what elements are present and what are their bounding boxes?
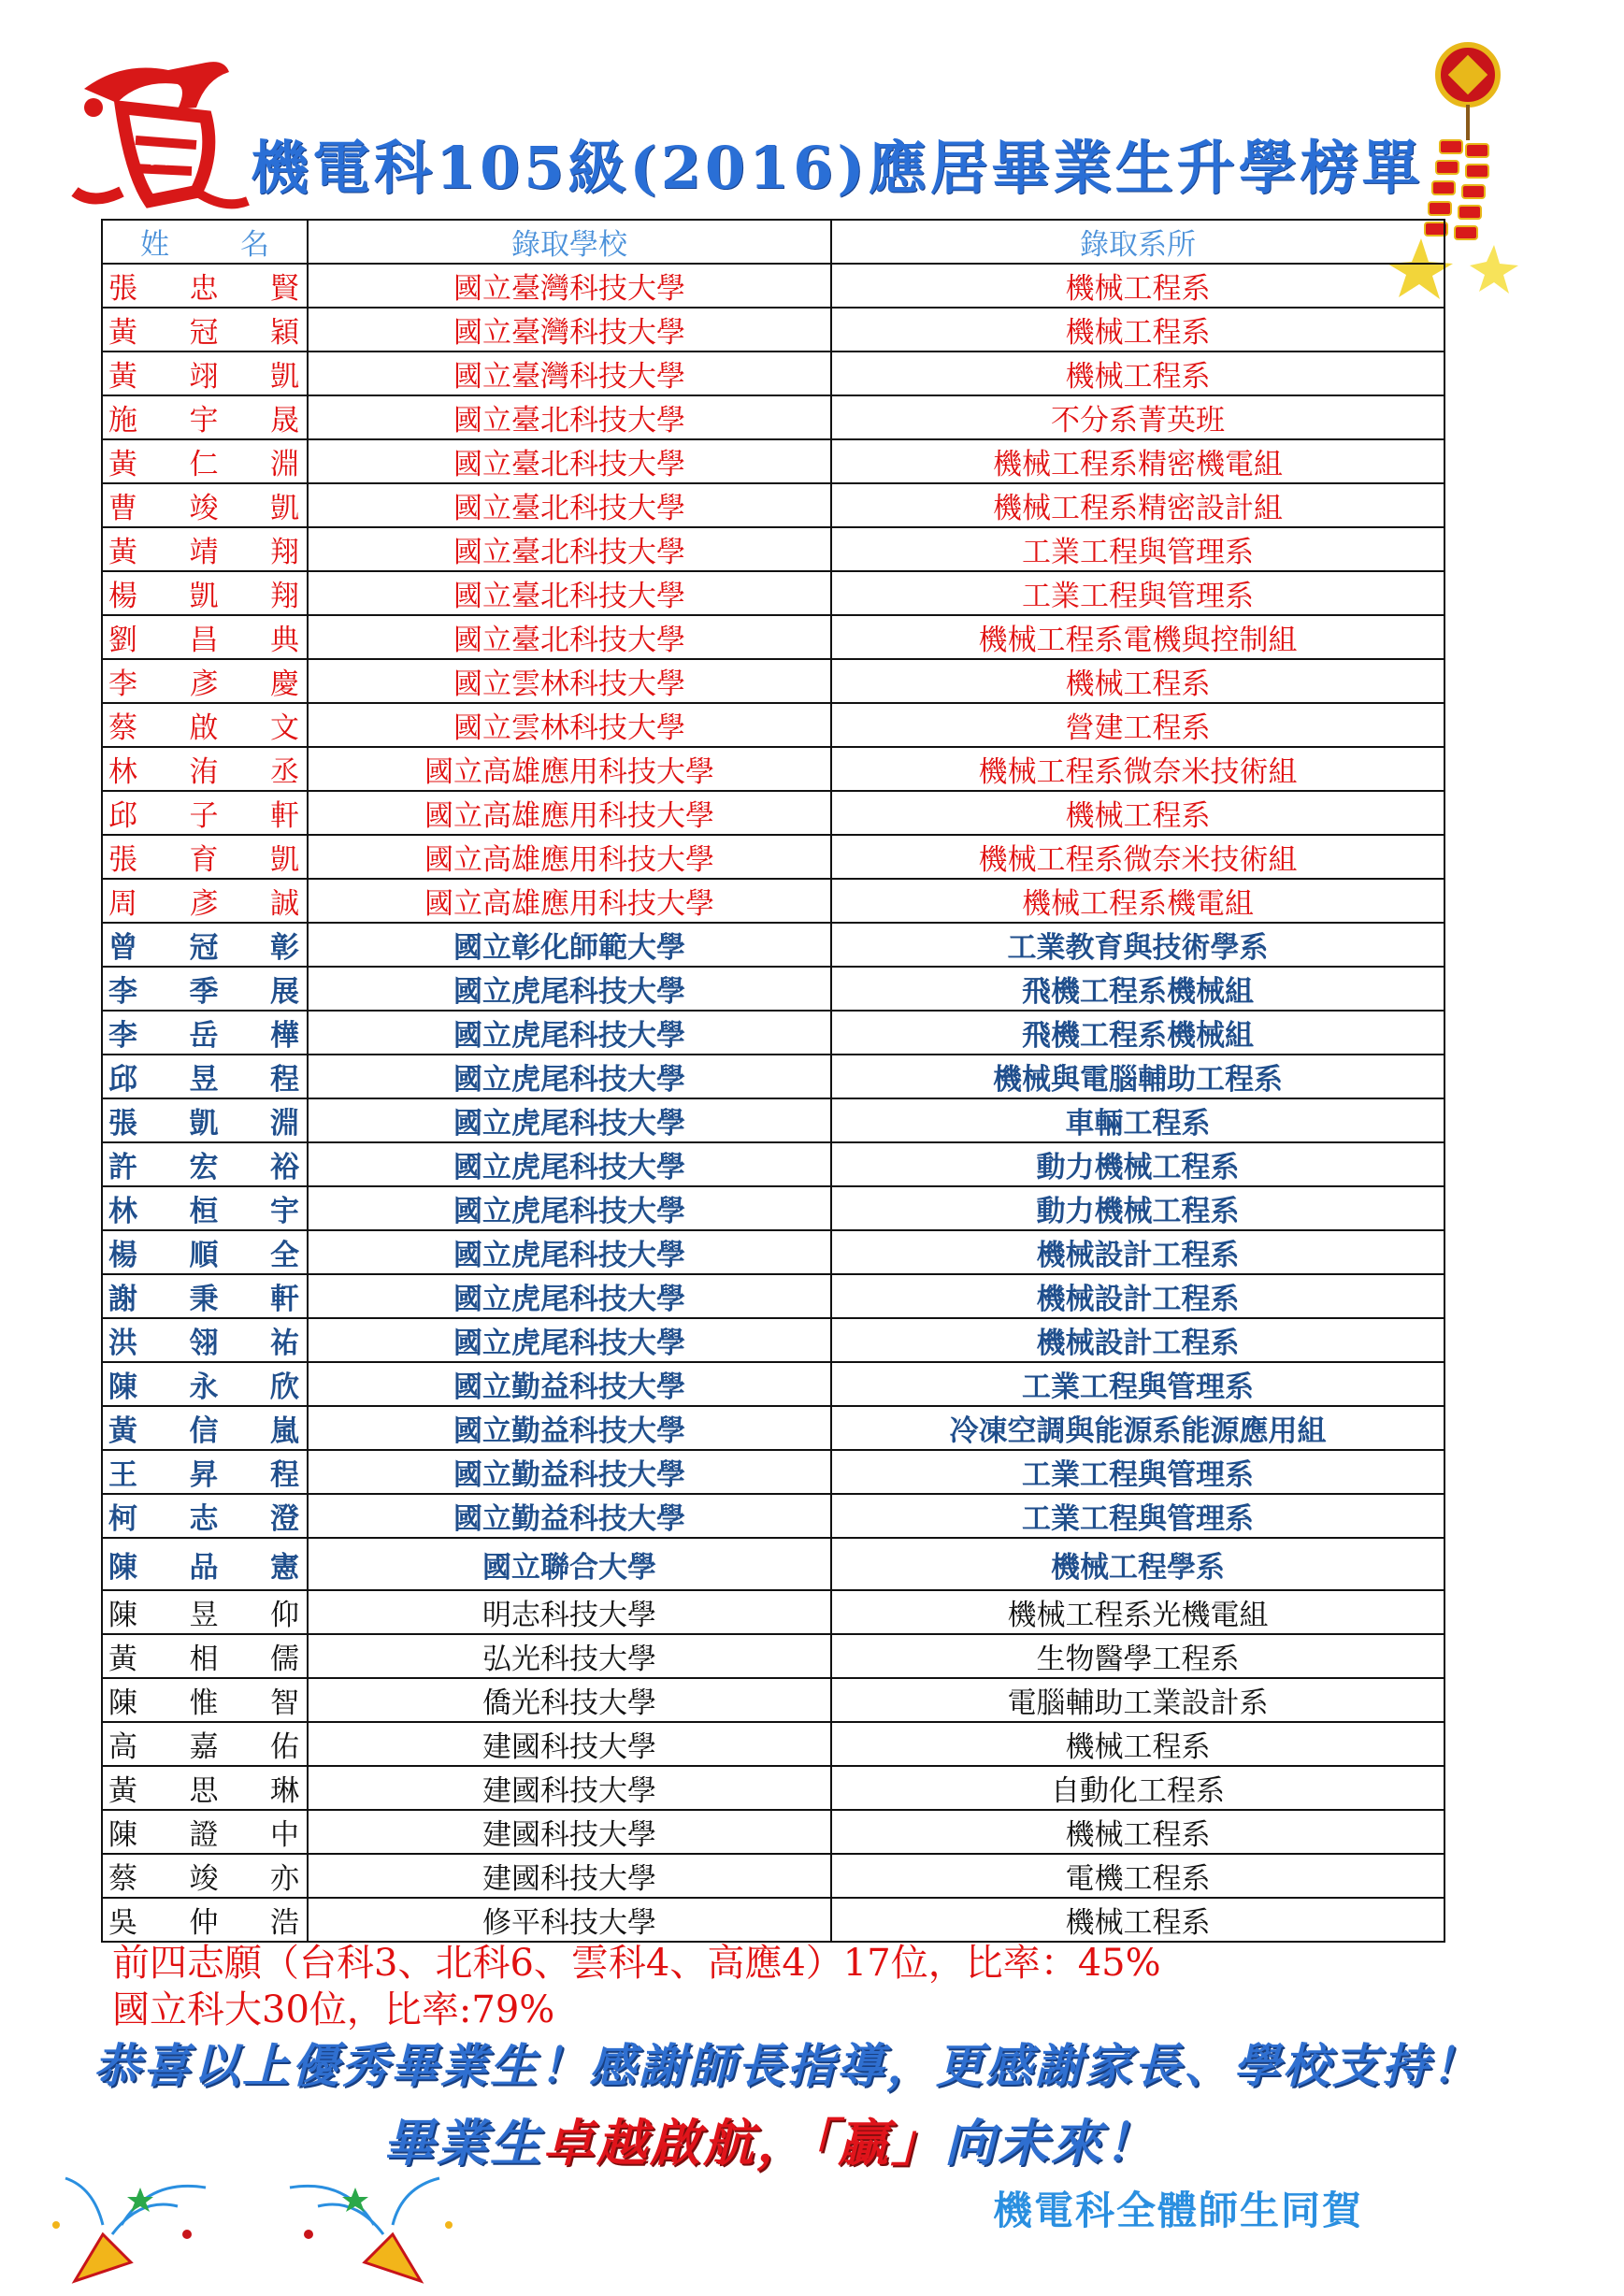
dept-cell: 機械工程系 (831, 308, 1444, 352)
dept-cell: 機械工程系 (831, 1898, 1444, 1942)
name-cell: 陳永欣 (102, 1362, 308, 1406)
table-row (102, 1722, 1444, 1766)
school-cell: 國立聯合大學 (308, 1538, 831, 1590)
name-cell: 陳惟智 (102, 1678, 308, 1722)
dept-cell: 機械工程系光機電組 (831, 1590, 1444, 1634)
name-cell: 張凱淵 (102, 1098, 308, 1142)
name-cell: 黃信嵐 (102, 1406, 308, 1450)
dept-cell: 機械工程系 (831, 264, 1444, 308)
table-row (102, 1634, 1444, 1678)
name-cell: 王昇程 (102, 1450, 308, 1494)
table-row (102, 1186, 1444, 1230)
name-cell: 李季展 (102, 967, 308, 1011)
signature: 機電科全體師生同賀 (993, 2188, 1364, 2233)
name-cell: 邱子軒 (102, 791, 308, 835)
dept-cell: 機械工程系 (831, 352, 1444, 395)
name-cell: 黃靖翔 (102, 527, 308, 571)
table-row (102, 1362, 1444, 1406)
table-row (102, 571, 1444, 615)
header-school: 錄取學校 (308, 220, 831, 264)
school-cell: 國立虎尾科技大學 (308, 1318, 831, 1362)
dept-cell: 機械設計工程系 (831, 1318, 1444, 1362)
table-row (102, 1494, 1444, 1538)
table-row (102, 483, 1444, 527)
name-cell: 黃冠穎 (102, 308, 308, 352)
name-cell: 李彥慶 (102, 659, 308, 703)
dept-cell: 機械工程系微奈米技術組 (831, 835, 1444, 879)
school-cell: 國立虎尾科技大學 (308, 1274, 831, 1318)
party-popper-icon-2 (280, 2169, 467, 2290)
dept-cell: 動力機械工程系 (831, 1142, 1444, 1186)
table-row (102, 659, 1444, 703)
school-cell: 國立虎尾科技大學 (308, 1142, 831, 1186)
table-row (102, 1678, 1444, 1722)
table-row (102, 264, 1444, 308)
table-row (102, 703, 1444, 747)
motto-part-b: 卓越啟航，「贏」 (543, 2113, 944, 2173)
school-cell: 建國科技大學 (308, 1766, 831, 1810)
table-row (102, 879, 1444, 923)
name-cell: 李岳樺 (102, 1011, 308, 1055)
congrats-banner: 恭喜以上優秀畢業生！感謝師長指導，更感謝家長、學校支持！ (93, 2038, 1481, 2093)
school-cell: 國立臺北科技大學 (308, 439, 831, 483)
name-cell: 楊凱翔 (102, 571, 308, 615)
school-cell: 國立虎尾科技大學 (308, 1186, 831, 1230)
school-cell: 國立雲林科技大學 (308, 659, 831, 703)
name-cell: 曹竣凱 (102, 483, 308, 527)
name-cell: 張忠賢 (102, 264, 308, 308)
dept-cell: 車輛工程系 (831, 1098, 1444, 1142)
name-cell: 林洧丞 (102, 747, 308, 791)
name-cell: 曾冠彰 (102, 923, 308, 967)
dept-cell: 電機工程系 (831, 1854, 1444, 1898)
school-cell: 國立勤益科技大學 (308, 1362, 831, 1406)
table-row (102, 791, 1444, 835)
school-cell: 國立臺灣科技大學 (308, 264, 831, 308)
admission-table (101, 219, 1445, 1943)
table-row (102, 1098, 1444, 1142)
name-cell: 柯志澄 (102, 1494, 308, 1538)
table-row (102, 747, 1444, 791)
school-cell: 國立臺北科技大學 (308, 571, 831, 615)
dept-cell: 生物醫學工程系 (831, 1634, 1444, 1678)
name-cell: 陳品憲 (102, 1538, 308, 1590)
dept-cell: 機械工程學系 (831, 1538, 1444, 1590)
dept-cell: 機械工程系精密機電組 (831, 439, 1444, 483)
table-row (102, 1011, 1444, 1055)
name-cell: 洪翎祐 (102, 1318, 308, 1362)
stat-national: 國立科大30位，比率:79% (112, 1988, 555, 2031)
dept-cell: 營建工程系 (831, 703, 1444, 747)
table-row (102, 1450, 1444, 1494)
name-cell: 吳仲浩 (102, 1898, 308, 1942)
name-cell: 張育凱 (102, 835, 308, 879)
dept-cell: 動力機械工程系 (831, 1186, 1444, 1230)
dept-cell: 不分系菁英班 (831, 395, 1444, 439)
school-cell: 國立高雄應用科技大學 (308, 791, 831, 835)
name-cell: 黃仁淵 (102, 439, 308, 483)
table-row (102, 1318, 1444, 1362)
school-cell: 國立臺北科技大學 (308, 615, 831, 659)
name-cell: 周彥誠 (102, 879, 308, 923)
he-calligraphy-logo (65, 51, 252, 210)
school-cell: 國立虎尾科技大學 (308, 1230, 831, 1274)
table-row (102, 1406, 1444, 1450)
school-cell: 國立臺灣科技大學 (308, 352, 831, 395)
school-cell: 國立臺灣科技大學 (308, 308, 831, 352)
dept-cell: 機械工程系機電組 (831, 879, 1444, 923)
motto-part-c: 向未來！ (944, 2113, 1157, 2173)
table-row (102, 835, 1444, 879)
school-cell: 國立臺北科技大學 (308, 527, 831, 571)
name-cell: 許宏裕 (102, 1142, 308, 1186)
school-cell: 國立臺北科技大學 (308, 483, 831, 527)
dept-cell: 飛機工程系機械組 (831, 1011, 1444, 1055)
name-cell: 邱昱程 (102, 1055, 308, 1098)
school-cell: 國立彰化師範大學 (308, 923, 831, 967)
dept-cell: 工業工程與管理系 (831, 527, 1444, 571)
school-cell: 國立勤益科技大學 (308, 1406, 831, 1450)
svg-text:賀: 賀 (150, 146, 168, 168)
table-row (102, 1055, 1444, 1098)
table-row (102, 923, 1444, 967)
table-row (102, 1142, 1444, 1186)
table-row (102, 967, 1444, 1011)
school-cell: 僑光科技大學 (308, 1678, 831, 1722)
name-cell: 施宇晟 (102, 395, 308, 439)
dept-cell: 工業工程與管理系 (831, 1450, 1444, 1494)
name-cell: 楊順全 (102, 1230, 308, 1274)
dept-cell: 飛機工程系機械組 (831, 967, 1444, 1011)
page-title: 機電科105級(2016)應居畢業生升學榜單 (251, 134, 1424, 202)
table-row (102, 1766, 1444, 1810)
table-header-row (102, 220, 1444, 264)
table-row (102, 1230, 1444, 1274)
table-row (102, 1274, 1444, 1318)
dept-cell: 工業工程與管理系 (831, 1494, 1444, 1538)
dept-cell: 工業工程與管理系 (831, 1362, 1444, 1406)
dept-cell: 電腦輔助工業設計系 (831, 1678, 1444, 1722)
school-cell: 弘光科技大學 (308, 1634, 831, 1678)
table-row (102, 1538, 1444, 1590)
table-row (102, 308, 1444, 352)
school-cell: 國立勤益科技大學 (308, 1494, 831, 1538)
school-cell: 國立高雄應用科技大學 (308, 835, 831, 879)
name-cell: 高嘉佑 (102, 1722, 308, 1766)
dept-cell: 機械工程系 (831, 1722, 1444, 1766)
school-cell: 建國科技大學 (308, 1810, 831, 1854)
school-cell: 修平科技大學 (308, 1898, 831, 1942)
school-cell: 國立勤益科技大學 (308, 1450, 831, 1494)
school-cell: 建國科技大學 (308, 1722, 831, 1766)
dept-cell: 機械設計工程系 (831, 1230, 1444, 1274)
school-cell: 明志科技大學 (308, 1590, 831, 1634)
school-cell: 國立虎尾科技大學 (308, 1011, 831, 1055)
table-row (102, 527, 1444, 571)
party-popper-icon (37, 2169, 224, 2290)
dept-cell: 工業教育與技術學系 (831, 923, 1444, 967)
table-row (102, 352, 1444, 395)
school-cell: 國立虎尾科技大學 (308, 967, 831, 1011)
dept-cell: 機械工程系電機與控制組 (831, 615, 1444, 659)
table-row (102, 1854, 1444, 1898)
table-row (102, 1590, 1444, 1634)
school-cell: 建國科技大學 (308, 1854, 831, 1898)
school-cell: 國立臺北科技大學 (308, 395, 831, 439)
table-row (102, 1810, 1444, 1854)
name-cell: 蔡竣亦 (102, 1854, 308, 1898)
school-cell: 國立雲林科技大學 (308, 703, 831, 747)
dept-cell: 機械工程系 (831, 659, 1444, 703)
school-cell: 國立虎尾科技大學 (308, 1055, 831, 1098)
name-cell: 蔡啟文 (102, 703, 308, 747)
name-cell: 黃相儒 (102, 1634, 308, 1678)
name-cell: 黃思琳 (102, 1766, 308, 1810)
name-cell: 劉昌典 (102, 615, 308, 659)
school-cell: 國立高雄應用科技大學 (308, 747, 831, 791)
dept-cell: 冷凍空調與能源系能源應用組 (831, 1406, 1444, 1450)
dept-cell: 機械工程系 (831, 1810, 1444, 1854)
dept-cell: 工業工程與管理系 (831, 571, 1444, 615)
name-cell: 陳昱仰 (102, 1590, 308, 1634)
table-row (102, 615, 1444, 659)
name-cell: 陳證中 (102, 1810, 308, 1854)
table-row (102, 395, 1444, 439)
motto-part-a: 畢業生 (383, 2113, 543, 2173)
school-cell: 國立虎尾科技大學 (308, 1098, 831, 1142)
stat-top4: 前四志願（台科3、北科6、雲科4、高應4）17位，比率：45% (112, 1942, 1161, 1985)
name-cell: 謝秉軒 (102, 1274, 308, 1318)
dept-cell: 機械與電腦輔助工程系 (831, 1055, 1444, 1098)
header-dept: 錄取系所 (831, 220, 1444, 264)
table-row (102, 439, 1444, 483)
dept-cell: 機械工程系微奈米技術組 (831, 747, 1444, 791)
school-cell: 國立高雄應用科技大學 (308, 879, 831, 923)
dept-cell: 機械設計工程系 (831, 1274, 1444, 1318)
motto-line (383, 2103, 1157, 2175)
name-cell: 黃翊凱 (102, 352, 308, 395)
dept-cell: 機械工程系 (831, 791, 1444, 835)
header-name: 姓名 (102, 220, 308, 264)
dept-cell: 機械工程系精密設計組 (831, 483, 1444, 527)
dept-cell: 自動化工程系 (831, 1766, 1444, 1810)
name-cell: 林桓宇 (102, 1186, 308, 1230)
